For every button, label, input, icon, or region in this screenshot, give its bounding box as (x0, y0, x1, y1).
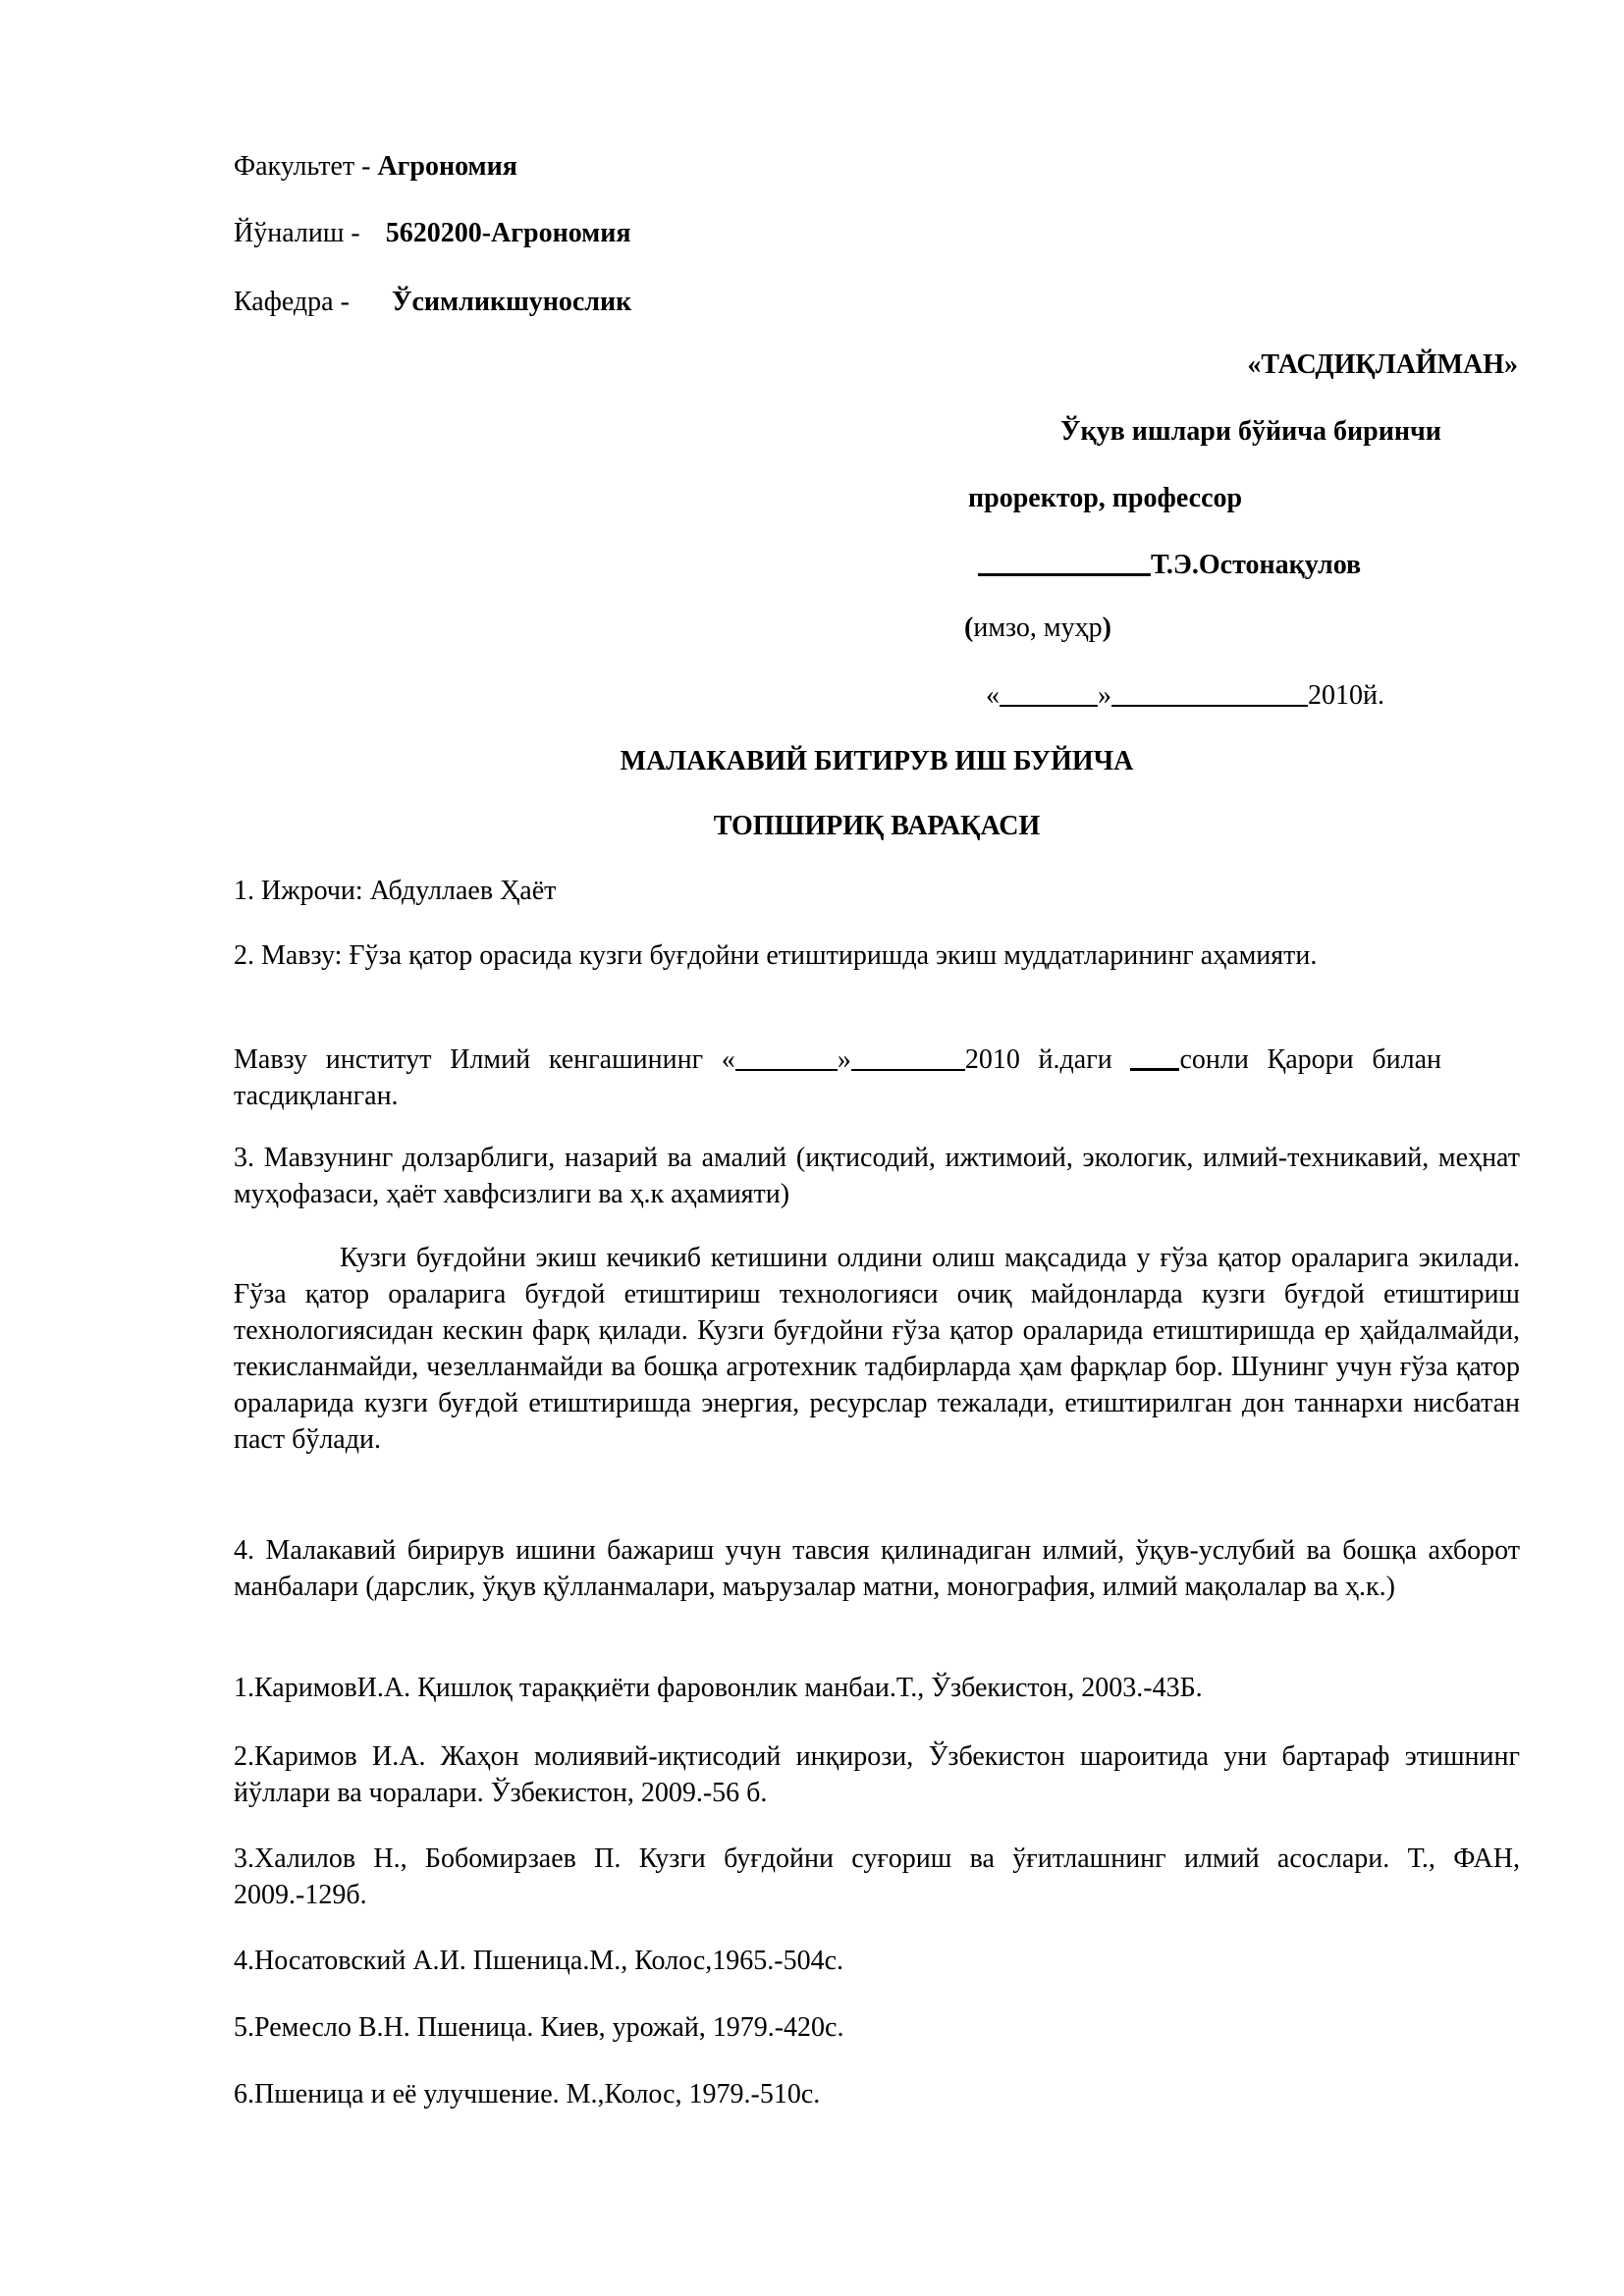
approval-line1: Ўқув ишлари бўйича биринчи (1060, 416, 1441, 447)
sign-note (964, 611, 1111, 647)
date-close: » (1098, 680, 1111, 711)
department-label: Кафедра - (234, 287, 370, 317)
topic-approval-p4: сонли Қарори билан тасдиқланган. (234, 1044, 1441, 1111)
faculty-value: Агрономия (377, 151, 517, 182)
approval-date (986, 677, 1384, 715)
doc-title-line1: МАЛАКАВИЙ БИТИРУВ ИШ БУЙИЧА (620, 746, 1134, 776)
faculty-line (234, 149, 517, 186)
faculty-label: Факультет - (234, 151, 378, 182)
relevance-text: Кузги буғдойни экиш кечикиб кетишини олдини олиш мақсадида у ғўза қатор ораларига экилади. Ғўза қатор ораларига буғдой етиштириш технологияси очиқ майдонларда кузги буғдой етиштириш технологиясидан кескин фарқ қилади. Кузги буғдойни ғўза қатор ораларида етиштиришда ер ҳайдалмайди, текисланмайди, чезелланмайди ва бошқа агротехник тадбирларда ҳам фарқлар бор. Шунинг учун ғўза қатор ораларида кузги буғдой етиштиришда энергия, ресурслар тежалади, етиштирилган дон таннархи нисбатан паст бўлади. (234, 1243, 1520, 1455)
reference-item: 4.Носатовский А.И. Пшеница.М., Колос,1965.-504с. (234, 1946, 844, 1976)
date-open: « (986, 680, 1000, 711)
date-day-blank (1000, 677, 1098, 707)
department-line (234, 285, 631, 321)
approval-line2: проректор, профессор (968, 483, 1243, 513)
approval-title: «ТАСДИҚЛАЙМАН» (1247, 349, 1518, 380)
reference-item: 2.Каримов И.А. Жаҳон молиявий-иқтисодий инқирози, Ўзбекистон шароитида уни бартараф этишнинг йўллари ва чоралари. Ўзбекистон, 2009.-56 б. (234, 1741, 1520, 1808)
sign-note-open: ( (964, 613, 974, 643)
relevance-heading: 3. Мавзунинг долзарблиги, назарий ва амалий (иқтисодий, ижтимоий, экологик, илмий-техникавий, меҳнат муҳофазаси, ҳаёт хавфсизлиги ва ҳ.к аҳамияти) (234, 1143, 1520, 1209)
reference-item: 6.Пшеница и её улучшение. М.,Колос, 1979.-510с. (234, 2079, 821, 2109)
topic-approval-p1: Мавзу институт Илмий кенгашининг « (234, 1044, 735, 1075)
direction-line (234, 216, 631, 252)
topic: 2. Мавзу: Ғўза қатор орасида кузги буғдойни етиштиришда экиш муддатларининг аҳамияти. (234, 940, 1318, 971)
signature-line (978, 546, 1361, 584)
sign-note-close: ) (1102, 613, 1111, 643)
sources-heading: 4. Малакавий бирирув ишини бажариш учун тавсия қилинадиган илмий, ўқув-услубий ва бошқа ахборот манбалари (дарслик, ўқув қўлланмалари, маърузалар матни, монография, илмий мақолалар ва ҳ.к.) (234, 1535, 1520, 1602)
executor: 1. Ижрочи: Абдуллаев Ҳаёт (234, 876, 557, 906)
doc-title-line2: ТОПШИРИҚ ВАРАҚАСИ (713, 811, 1041, 841)
topic-approval-month-blank (851, 1041, 965, 1071)
topic-approval (234, 1041, 1441, 1115)
direction-value: 5620200-Агрономия (385, 218, 631, 248)
reference-item: 3.Халилов Н., Бобомирзаев П. Кузги буғдойни суғориш ва ўғитлашнинг илмий асослари. Т., ФАН, 2009.-129б. (234, 1843, 1520, 1910)
direction-label: Йўналиш - (234, 218, 374, 248)
topic-approval-p3: 2010 й.даги (964, 1044, 1131, 1075)
reference-item: 1.КаримовИ.А. Қишлоқ тараққиёти фаровонлик манбаи.Т., Ўзбекистон, 2003.-43Б. (234, 1673, 1203, 1703)
date-year: 2010й. (1308, 680, 1384, 711)
topic-approval-day-blank (735, 1041, 838, 1071)
department-value: Ўсимликшунослик (391, 287, 632, 317)
reference-item: 5.Ремесло В.Н. Пшеница. Киев, урожай, 1979.-420с. (234, 2012, 844, 2043)
sign-note-text: имзо, муҳр (973, 613, 1103, 643)
signature-blank (978, 546, 1151, 576)
date-month-blank (1111, 677, 1308, 707)
topic-approval-number-blank (1130, 1041, 1179, 1071)
topic-approval-p2: » (837, 1044, 851, 1075)
signer-name: Т.Э.Остонақулов (1151, 550, 1362, 580)
